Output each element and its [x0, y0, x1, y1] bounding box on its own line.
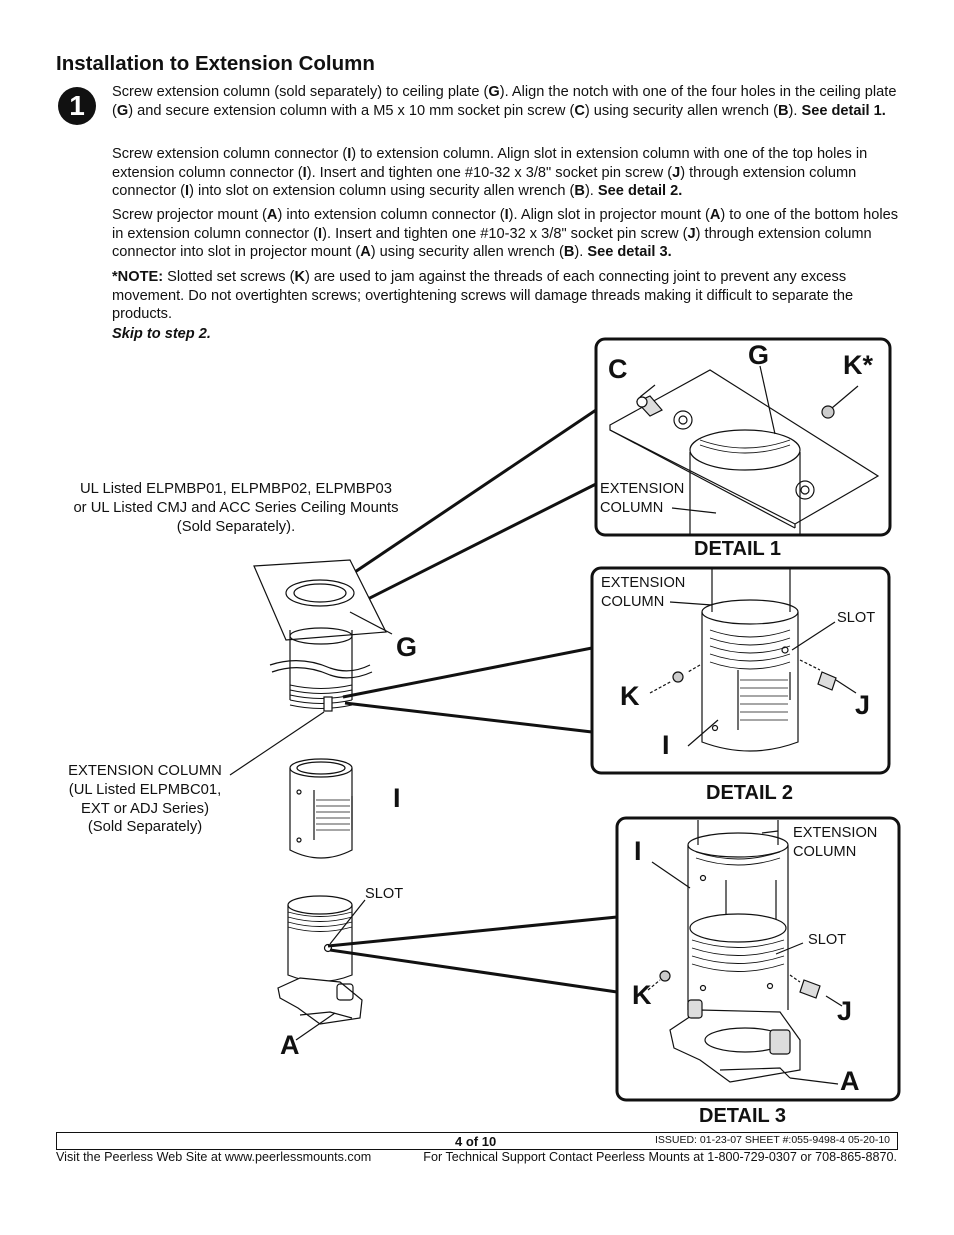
emphasis-text: J — [672, 164, 681, 181]
body-text: Screw extension column connector ( — [112, 146, 348, 162]
emphasis-text: I — [504, 207, 509, 223]
extension-column-callout — [58, 762, 232, 837]
body-text: ) and secure extension column with a M5 x 10 mm socket pin screw ( — [128, 102, 575, 119]
emphasis-text: See detail 1. — [801, 102, 886, 119]
body-text: ). — [584, 183, 598, 200]
emphasis-text: I — [185, 183, 190, 200]
emphasis-text: I — [347, 146, 352, 162]
issue-info: ISSUED: 01-23-07 SHEET #:055-9498-4 05-20-10 — [654, 1134, 890, 1146]
detail-2-title: DETAIL 2 — [706, 782, 794, 804]
emphasis-text: A — [360, 244, 371, 261]
body-text: ). — [574, 244, 588, 261]
letter-c-detail1: C — [608, 354, 628, 384]
letter-i-main: I — [393, 783, 401, 813]
body-text: ). Align slot in projector mount ( — [508, 207, 710, 223]
detail-1-title: DETAIL 1 — [694, 538, 782, 560]
letter-g-detail1: G — [748, 340, 770, 370]
callout-line: (UL Listed ELPMBC01, — [68, 781, 222, 798]
callout-line: (Sold Separately) — [87, 819, 203, 836]
emphasis-text: See detail 2. — [597, 183, 683, 200]
emphasis-text: C — [574, 102, 585, 119]
letter-i-detail2: I — [662, 730, 670, 760]
letter-k-star-detail1: K* — [843, 350, 874, 380]
skip-instruction: Skip to step 2. — [112, 326, 211, 342]
emphasis-text: I — [318, 225, 323, 242]
emphasis-text: I — [302, 164, 307, 181]
body-text: ) into extension column connector ( — [277, 207, 505, 223]
body-text: Slotted set screws ( — [163, 269, 295, 285]
callout-line: or UL Listed CMJ and ACC Series Ceiling Mounts — [73, 499, 399, 516]
footer-support-note: For Technical Support Contact Peerless Mounts at 1-800-729-0307 or 708-865-8870. — [423, 1150, 897, 1164]
letter-k-detail3: K — [632, 980, 652, 1010]
letter-j-detail2: J — [855, 690, 871, 720]
emphasis-text: G — [488, 84, 500, 100]
page-number: 4 of 10 — [455, 1134, 497, 1149]
letter-a-detail3: A — [840, 1066, 860, 1096]
footer-website-note: Visit the Peerless Web Site at www.peerlessmounts.com — [56, 1150, 372, 1164]
slot-label-detail2: SLOT — [837, 610, 876, 626]
body-text: Screw extension column (sold separately) to ceiling plate ( — [112, 84, 489, 100]
extension-column-label-detail2: EXTENSION COLUMN — [601, 575, 686, 610]
extension-column-label-detail3: EXTENSION COLUMN — [793, 825, 878, 860]
emphasis-text: See detail 3. — [587, 244, 672, 261]
body-text: ) to extension column. Align slot in extension column with one of the top holes in extension column connector ( — [112, 146, 868, 181]
body-text: ) using security allen wrench ( — [370, 244, 564, 261]
emphasis-text: K — [294, 269, 306, 285]
body-text: ) are used to jam against the threads of each connecting joint to prevent any excess movement. Do not overtighten screws; overtightening screws will damage threads making it difficult to separate the products. — [112, 269, 854, 323]
emphasis-text: J — [687, 225, 696, 242]
extension-column-label-detail1: EXTENSION COLUMN — [600, 481, 685, 516]
body-text: Screw projector mount ( — [112, 207, 267, 223]
emphasis-text: B — [777, 102, 789, 119]
body-text: ). Align the notch with one of the four holes in the ceiling plate ( — [112, 84, 897, 119]
step-number-badge: 1 — [58, 87, 96, 125]
emphasis-text: *NOTE: — [112, 269, 164, 285]
callout-line: EXTENSION COLUMN — [68, 763, 222, 779]
ceiling-mount-callout — [58, 480, 414, 536]
body-text: ). Insert and tighten one #10-32 x 3/8" socket pin screw ( — [306, 164, 673, 181]
detail-3-title: DETAIL 3 — [699, 1105, 787, 1127]
body-text: ) using security allen wrench ( — [584, 102, 778, 119]
emphasis-text: B — [574, 183, 585, 200]
callout-line: UL Listed ELPMBP01, ELPMBP02, ELPMBP03 — [80, 481, 392, 497]
body-text: ). — [788, 102, 802, 119]
letter-a-main: A — [280, 1030, 300, 1060]
body-text: ) to one of the bottom holes in extension column connector ( — [112, 207, 899, 242]
letter-i-detail3: I — [634, 836, 642, 866]
body-text: ) through extension column connector into slot in projector mount ( — [112, 225, 872, 261]
letter-k-detail2: K — [620, 681, 640, 711]
body-text: ) through extension column connector ( — [112, 164, 857, 200]
slot-label-detail3: SLOT — [808, 932, 847, 948]
emphasis-text: A — [266, 207, 278, 223]
emphasis-text: G — [116, 102, 129, 119]
callout-line: (Sold Separately). — [176, 518, 296, 535]
slot-label-main: SLOT — [365, 886, 404, 902]
letter-g-main: G — [396, 632, 418, 662]
letter-j-detail3: J — [837, 996, 853, 1026]
emphasis-text: B — [563, 244, 575, 261]
body-text: ). Insert and tighten one #10-32 x 3/8" socket pin screw ( — [322, 225, 688, 242]
section-heading: Installation to Extension Column — [56, 52, 375, 75]
emphasis-text: A — [709, 207, 721, 223]
body-text: ) into slot on extension column using security allen wrench ( — [189, 183, 575, 200]
callout-line: EXT or ADJ Series) — [80, 800, 209, 817]
